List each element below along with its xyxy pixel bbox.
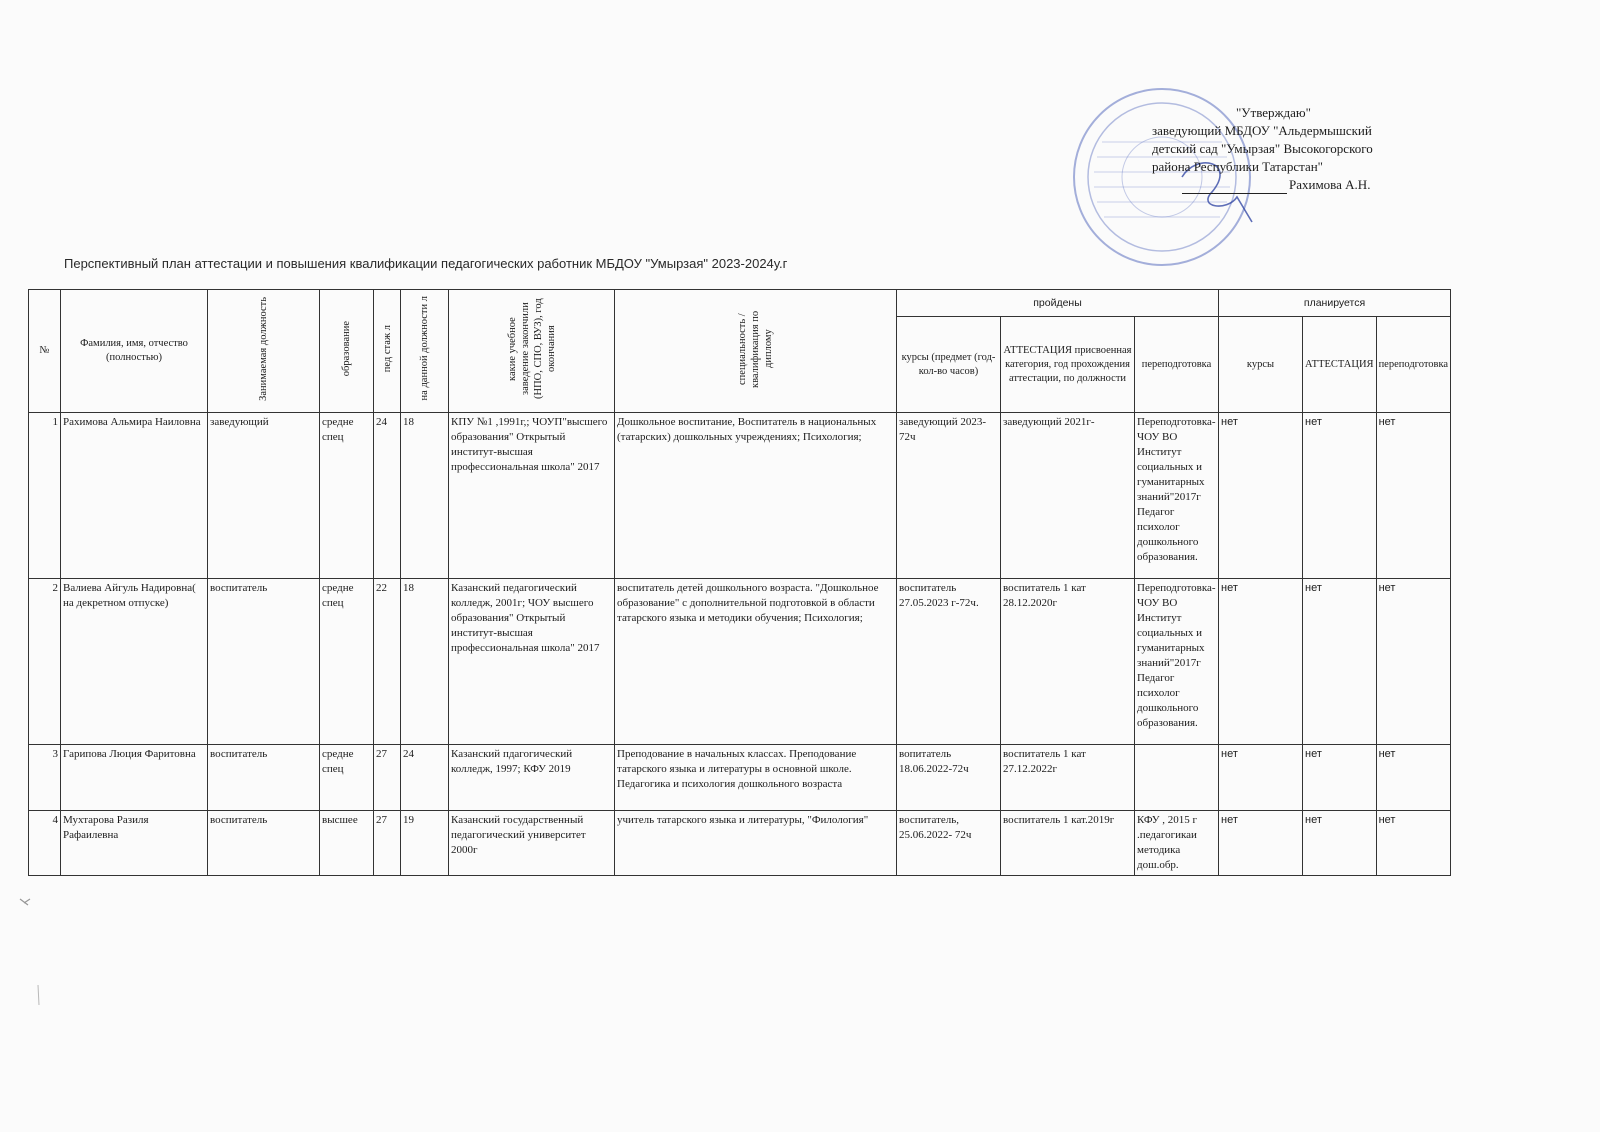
cell-num: 1 [29,413,61,579]
header-position: Занимаемая должность [208,290,320,413]
cell-planned-attestation: нет [1303,579,1377,745]
cell-passed-courses: заведующий 2023-72ч [897,413,1001,579]
cell-planned-attestation: нет [1303,811,1377,876]
cell-passed-attestation: воспитатель 1 кат 27.12.2022г [1001,745,1135,811]
cell-institution: КПУ №1 ,1991г,; ЧОУП"высшего образования" Открытый институт-высшая профессиональная школа" 2017 [449,413,615,579]
cell-passed-retraining: Переподготовка-ЧОУ ВО Институт социальных и гуманитарных знаний"2017г Педагог психолог дошкольного образования. [1135,413,1219,579]
cell-passed-retraining: КФУ , 2015 г .педагогикаи методика дош.обр. [1135,811,1219,876]
cell-specialty: воспитатель детей дошкольного возраста. "Дошкольное образование" с дополнительной подготовкой в области татарского языка и методики обучения; Психология; [615,579,897,745]
cell-position-stazh: 24 [401,745,449,811]
cell-education: средне спец [320,413,374,579]
cell-planned-courses: нет [1219,579,1303,745]
cell-education: средне спец [320,745,374,811]
header-institution: какие учебное заведение закончили (НПО, СПО, ВУЗ), год окончания [449,290,615,413]
header-passed-group: пройдены [897,290,1219,317]
header-ped-stazh: пед стаж л [374,290,401,413]
attestation-plan-table [28,289,1451,876]
cell-passed-courses: воспитатель 27.05.2023 г-72ч. [897,579,1001,745]
cell-planned-retraining: нет [1376,579,1451,745]
table-row [29,745,1451,811]
cell-passed-courses: воспитатель, 25.06.2022- 72ч [897,811,1001,876]
table-row [29,579,1451,745]
header-passed-courses: курсы (предмет (год- кол-во часов) [897,317,1001,413]
cell-planned-attestation: нет [1303,413,1377,579]
header-planned-retraining: переподготовка [1376,317,1451,413]
cell-name: Валиева Айгуль Надировна( на декретном отпуске) [61,579,208,745]
cell-planned-attestation: нет [1303,745,1377,811]
cell-name: Мухтарова Разиля Рафаилевна [61,811,208,876]
approval-block [1152,104,1452,194]
cell-ped-stazh: 24 [374,413,401,579]
cell-num: 2 [29,579,61,745]
document-title: Перспективный план аттестации и повышения квалификации педагогических работник МБДОУ "Умырзая" 2023-2024у.г [64,256,788,271]
approval-line-3: района Республики Татарстан" [1152,159,1323,174]
scan-marks [16,895,46,1025]
cell-specialty: учитель татарского языка и литературы, "Филология" [615,811,897,876]
cell-passed-attestation: воспитатель 1 кат.2019г [1001,811,1135,876]
approval-line-2: детский сад "Умырзая" Высокогорского [1152,141,1373,156]
cell-position-stazh: 18 [401,579,449,745]
cell-ped-stazh: 27 [374,811,401,876]
cell-planned-courses: нет [1219,811,1303,876]
cell-education: высшее [320,811,374,876]
cell-name: Гарипова Люция Фаритовна [61,745,208,811]
cell-position-stazh: 18 [401,413,449,579]
cell-position-stazh: 19 [401,811,449,876]
cell-institution: Казанский пдагогический колледж, 1997; КФУ 2019 [449,745,615,811]
cell-name: Рахимова Альмира Наиловна [61,413,208,579]
cell-institution: Казанский педагогический колледж, 2001г; ЧОУ высшего образования" Открытый институт-высшая профессиональная школа" 2017 [449,579,615,745]
header-specialty: специальность / квалификация по диплому [615,290,897,413]
cell-planned-courses: нет [1219,745,1303,811]
header-position-stazh: на данной должности л [401,290,449,413]
cell-specialty: Преподование в начальных классах. Преподование татарского языка и литературы в основной школе. Педагогика и психология дошкольного возраста [615,745,897,811]
cell-ped-stazh: 22 [374,579,401,745]
cell-position: воспитатель [208,579,320,745]
cell-num: 4 [29,811,61,876]
approval-line-1: заведующий МБДОУ "Альдермышский [1152,123,1372,138]
cell-passed-retraining: Переподготовка-ЧОУ ВО Институт социальных и гуманитарных знаний"2017г Педагог психолог дошкольного образования. [1135,579,1219,745]
header-planned-group: планируется [1219,290,1451,317]
approval-title: "Утверждаю" [1236,105,1311,120]
cell-institution: Казанский государственный педагогический университет 2000г [449,811,615,876]
cell-planned-courses: нет [1219,413,1303,579]
header-passed-attestation: АТТЕСТАЦИЯ присвоенная категория, год прохождения аттестации, по должности [1001,317,1135,413]
cell-passed-attestation: заведующий 2021г- [1001,413,1135,579]
cell-ped-stazh: 27 [374,745,401,811]
cell-planned-retraining: нет [1376,745,1451,811]
approval-signature-line [1152,176,1452,194]
cell-position: заведующий [208,413,320,579]
cell-education: средне спец [320,579,374,745]
approval-signer: Рахимова А.Н. [1289,177,1371,192]
cell-passed-courses: вопитатель 18.06.2022-72ч [897,745,1001,811]
cell-specialty: Дошкольное воспитание, Воспитатель в национальных (татарских) дошкольных учреждениях; Психология; [615,413,897,579]
header-planned-courses: курсы [1219,317,1303,413]
table-row [29,811,1451,876]
plan-table-wrap [28,289,1451,876]
header-name: Фамилия, имя, отчество (полностью) [61,290,208,413]
table-row [29,413,1451,579]
cell-planned-retraining: нет [1376,413,1451,579]
cell-num: 3 [29,745,61,811]
cell-passed-retraining [1135,745,1219,811]
cell-position: воспитатель [208,745,320,811]
header-planned-attestation: АТТЕСТАЦИЯ [1303,317,1377,413]
cell-planned-retraining: нет [1376,811,1451,876]
cell-passed-attestation: воспитатель 1 кат 28.12.2020г [1001,579,1135,745]
cell-position: воспитатель [208,811,320,876]
header-education: образование [320,290,374,413]
header-num: № [29,290,61,413]
header-passed-retraining: переподготовка [1135,317,1219,413]
